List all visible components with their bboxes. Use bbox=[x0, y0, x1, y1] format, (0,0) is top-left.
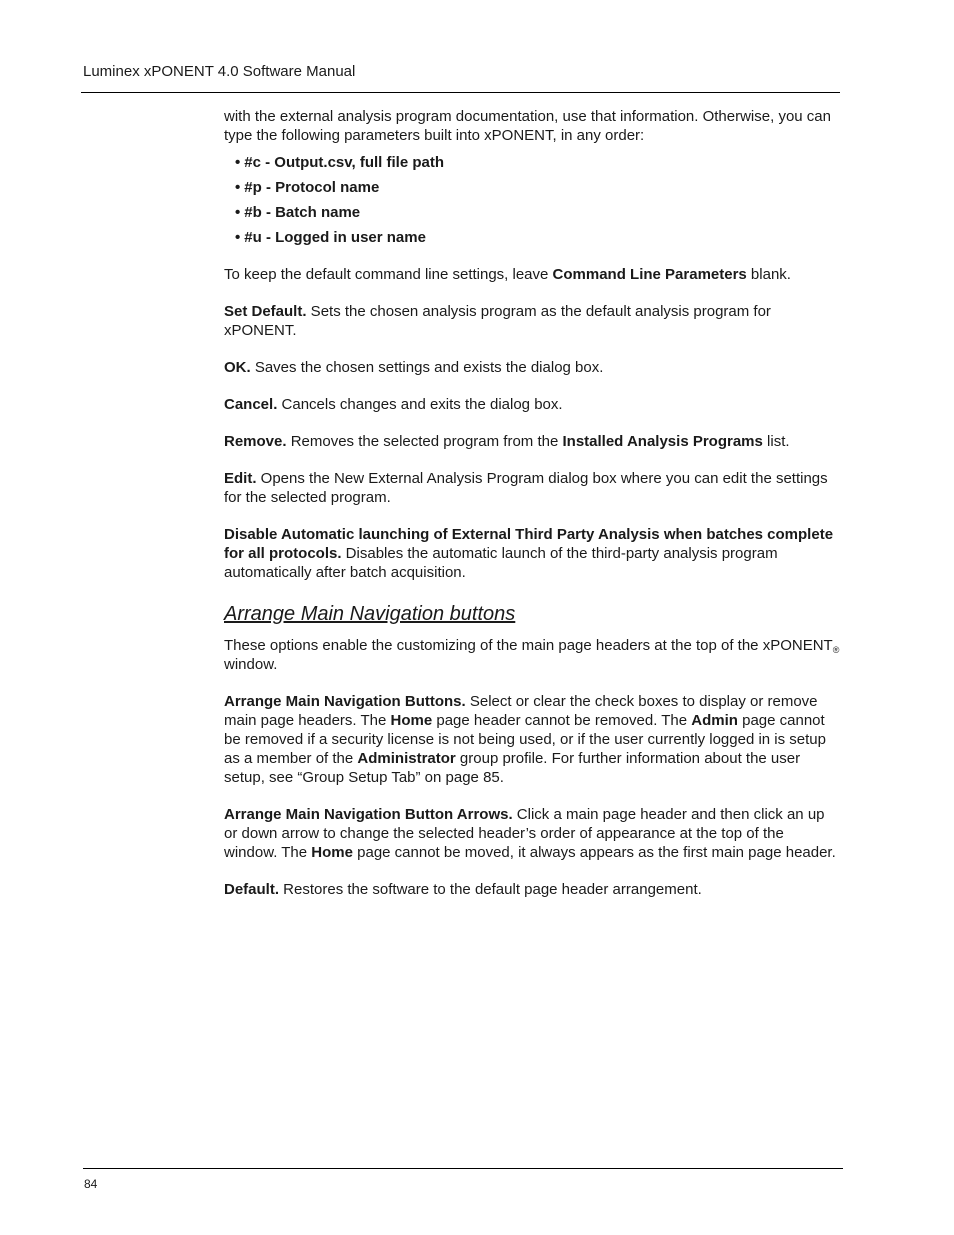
intro-paragraph: with the external analysis program documentation, use that information. Otherwise, you can type the following parameters built into xPONENT, in any order: bbox=[224, 108, 831, 144]
bold-term: Default. bbox=[224, 881, 280, 898]
list-item bbox=[235, 203, 840, 222]
text-run: These options enable the customizing of the main page headers at the top of the xPONENT bbox=[224, 637, 833, 654]
text-run: Removes the selected program from the bbox=[286, 433, 563, 450]
arrange-arrows-paragraph bbox=[224, 805, 840, 862]
text-run: Sets the chosen analysis program as the default analysis program for xPONENT. bbox=[224, 303, 771, 339]
default-paragraph bbox=[224, 880, 840, 899]
bold-term: Cancel. bbox=[224, 396, 278, 413]
parameter-text: #b - Batch name bbox=[244, 204, 361, 221]
list-item bbox=[235, 228, 840, 247]
text-run: Disables the automatic launch of the third-party analysis program automatically after batch acquisition. bbox=[224, 545, 778, 581]
header-rule bbox=[81, 92, 840, 93]
bold-term: Edit. bbox=[224, 470, 257, 487]
bold-term: Home bbox=[311, 844, 353, 861]
text-run: Opens the New External Analysis Program dialog box where you can edit the settings for the selected program. bbox=[224, 470, 828, 506]
registered-mark: ® bbox=[832, 645, 840, 655]
section-heading: Arrange Main Navigation buttons bbox=[224, 603, 516, 625]
bold-term: Arrange Main Navigation Button Arrows. bbox=[224, 806, 513, 823]
bold-term: Disable Automatic launching of External Third Party Analysis when batches complete for all protocols. bbox=[224, 526, 834, 562]
bullet-icon: • bbox=[235, 204, 241, 221]
text-run: page cannot be removed if a security license is not being used, or if the user currently logged in is setup as a member of the bbox=[224, 712, 826, 767]
text-run: Click a main page header and then click an up or down arrow to change the selected header’s order of appearance at the top of the window. The bbox=[224, 806, 825, 861]
bold-term: Arrange Main Navigation Buttons. bbox=[224, 693, 466, 710]
footer-rule bbox=[83, 1168, 843, 1169]
parameter-list bbox=[224, 153, 840, 247]
bullet-icon: • bbox=[235, 229, 241, 246]
arrange-buttons-paragraph bbox=[224, 692, 840, 787]
text-run: Select or clear the check boxes to display or remove main page headers. The bbox=[224, 693, 818, 729]
body-text bbox=[224, 107, 840, 899]
disable-auto-paragraph bbox=[224, 525, 840, 582]
cancel-paragraph bbox=[224, 395, 840, 414]
bold-term: Set Default. bbox=[224, 303, 307, 320]
bullet-icon: • bbox=[235, 154, 241, 171]
list-item bbox=[235, 178, 840, 197]
parameter-text: #p - Protocol name bbox=[244, 179, 380, 196]
text-run: Cancels changes and exits the dialog box. bbox=[277, 396, 563, 413]
bullet-icon: • bbox=[235, 179, 241, 196]
bold-term: Administrator bbox=[357, 750, 456, 767]
running-header: Luminex xPONENT 4.0 Software Manual bbox=[83, 63, 356, 80]
page-number: 84 bbox=[84, 1177, 98, 1191]
bold-term: OK. bbox=[224, 359, 251, 376]
parameter-text: #c - Output.csv, full file path bbox=[244, 154, 445, 171]
section-intro-paragraph bbox=[224, 636, 840, 674]
remove-paragraph bbox=[224, 432, 840, 451]
set-default-paragraph bbox=[224, 302, 840, 340]
bold-term: Installed Analysis Programs bbox=[562, 433, 763, 450]
default-cmd-paragraph bbox=[224, 265, 840, 284]
text-run: To keep the default command line settings, leave bbox=[224, 266, 553, 283]
bold-term: Home bbox=[390, 712, 433, 729]
parameter-text: #u - Logged in user name bbox=[244, 229, 426, 246]
list-item bbox=[235, 153, 840, 172]
text-run: blank. bbox=[746, 266, 791, 283]
bold-term: Command Line Parameters bbox=[552, 266, 747, 283]
text-run: page header cannot be removed. The bbox=[432, 712, 692, 729]
bold-term: Admin bbox=[691, 712, 738, 729]
ok-paragraph bbox=[224, 358, 840, 377]
text-run: Saves the chosen settings and exists the dialog box. bbox=[250, 359, 604, 376]
text-run: window. bbox=[224, 656, 278, 673]
text-run: list. bbox=[762, 433, 790, 450]
text-run: Restores the software to the default page header arrangement. bbox=[279, 881, 702, 898]
text-run: page cannot be moved, it always appears as the first main page header. bbox=[352, 844, 836, 861]
text-run: group profile. For further information about the user setup, see “Group Setup Tab” on page 85. bbox=[224, 750, 801, 786]
edit-paragraph bbox=[224, 469, 840, 507]
bold-term: Remove. bbox=[224, 433, 287, 450]
